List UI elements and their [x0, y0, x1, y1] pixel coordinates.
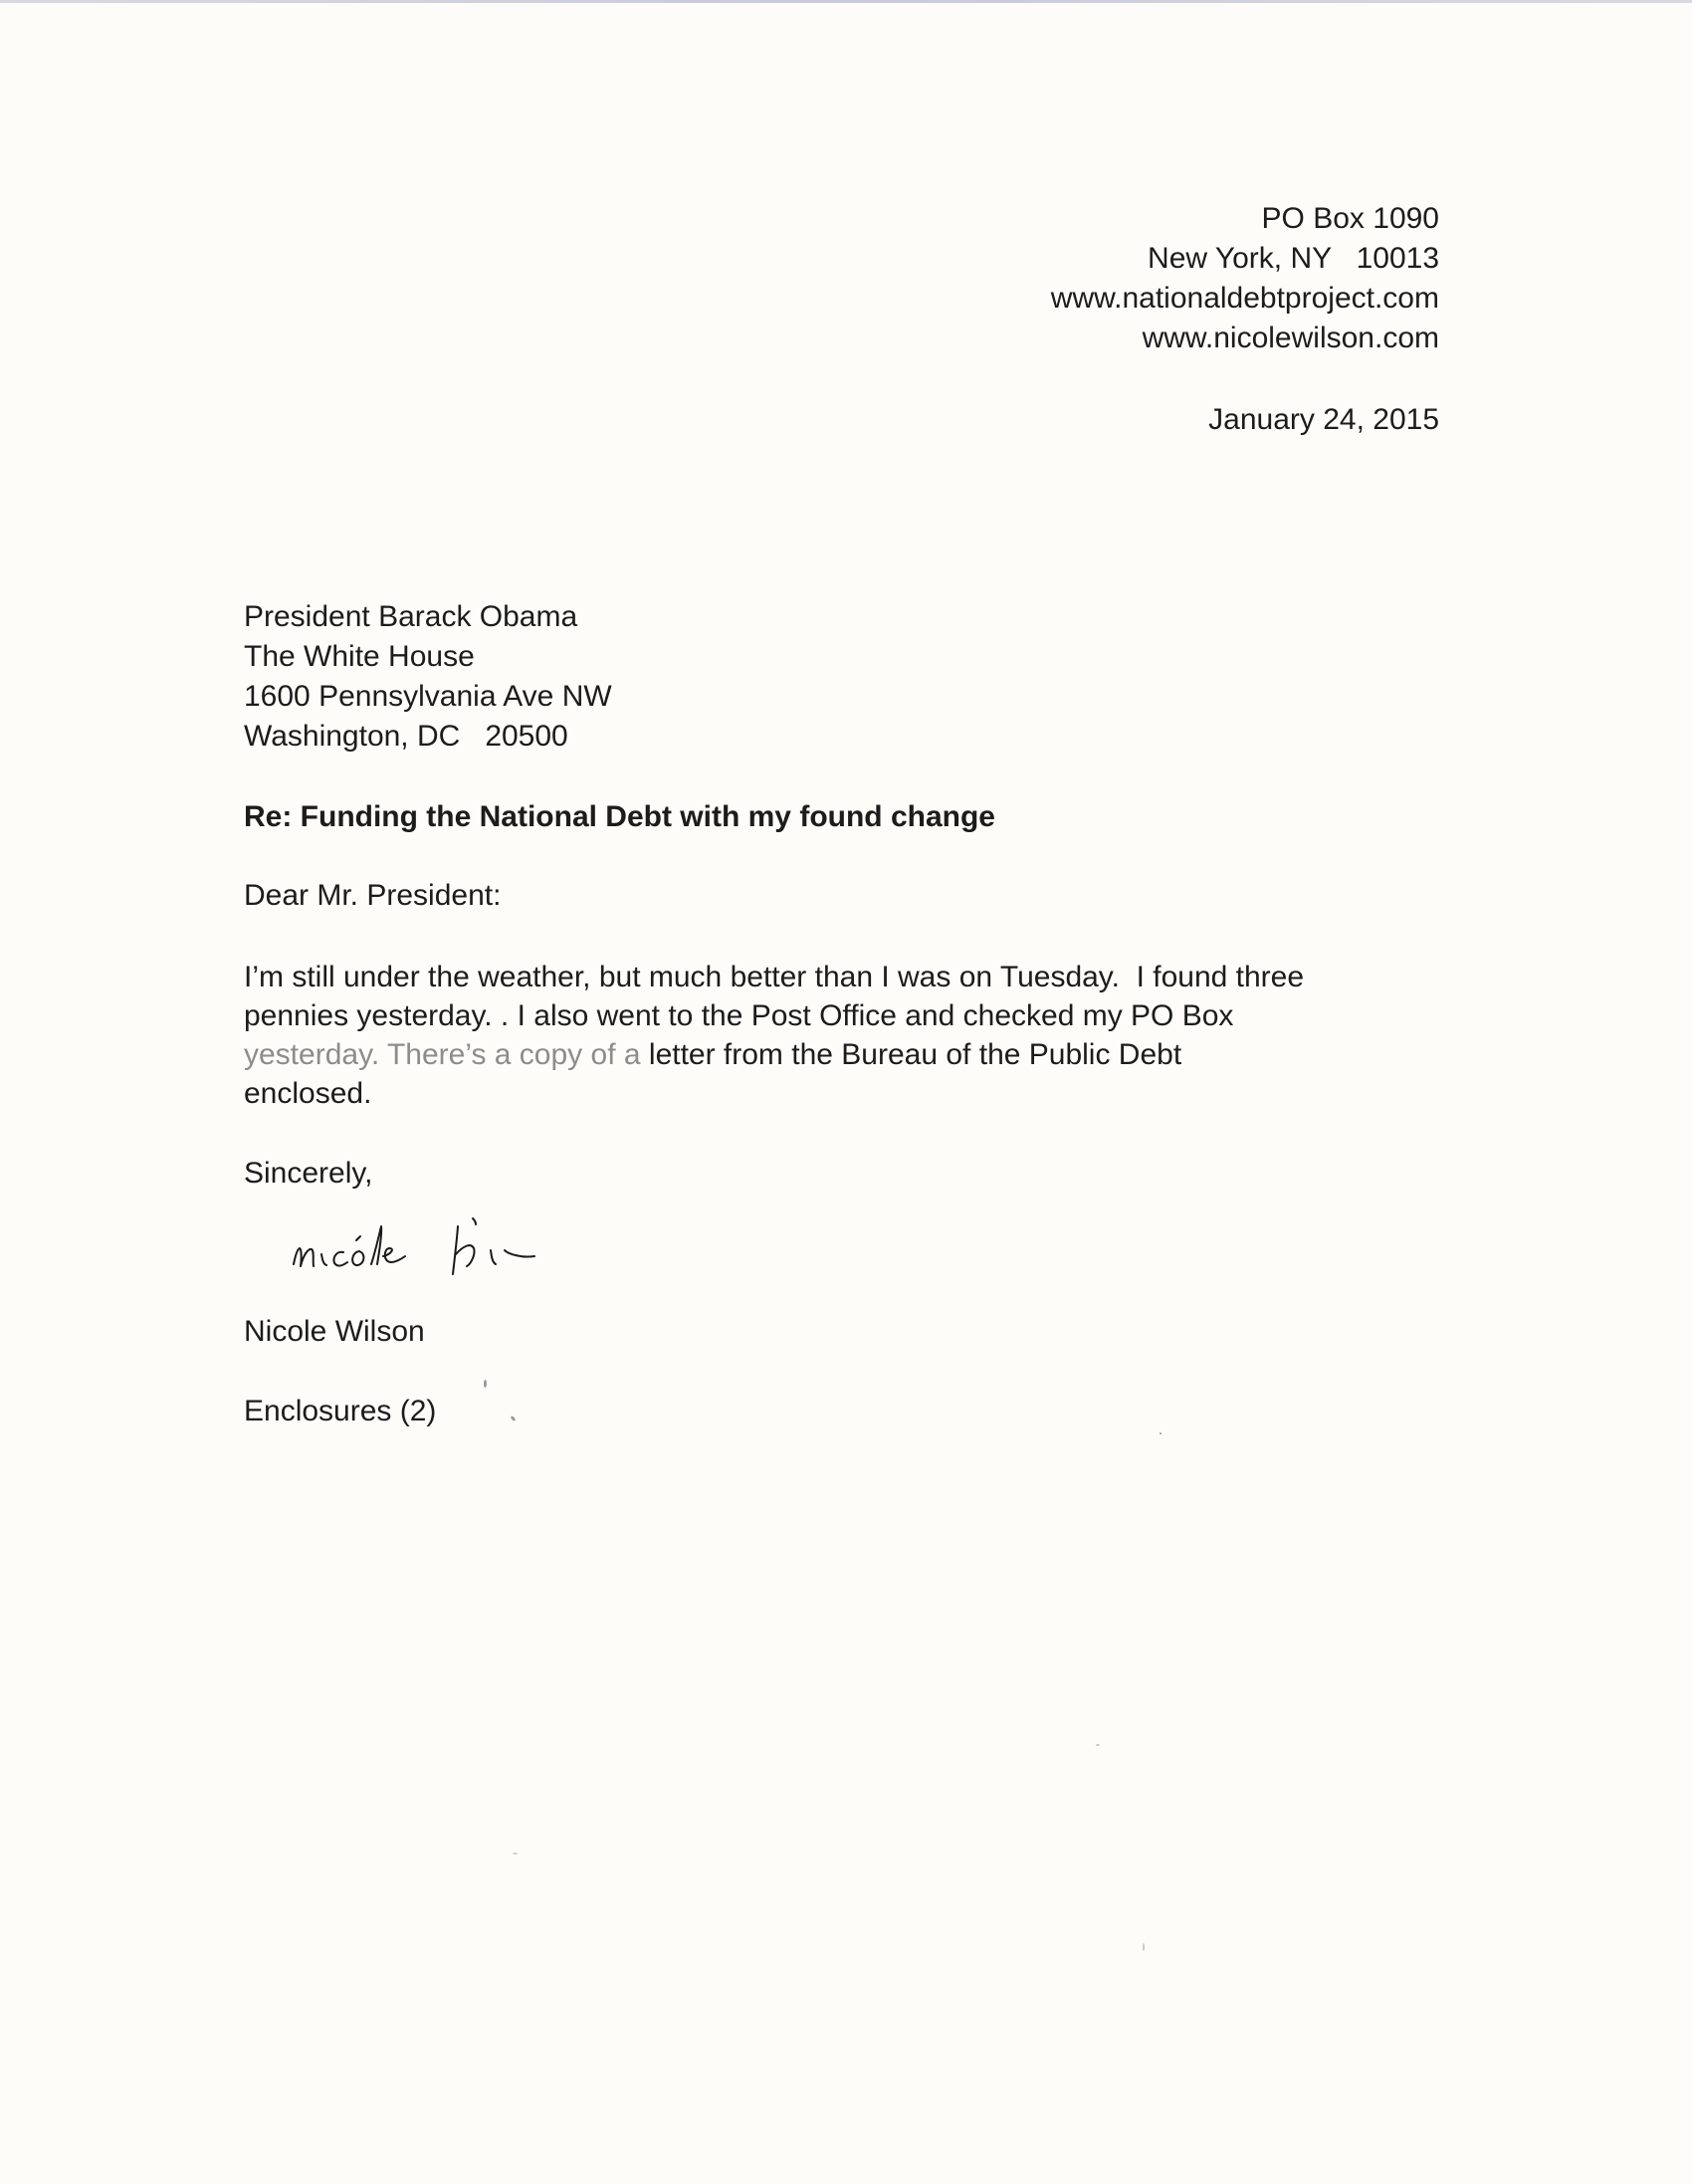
recipient-address-block: [244, 597, 612, 757]
enclosures-note: Enclosures (2): [244, 1395, 437, 1427]
scan-speck: [1143, 1943, 1145, 1951]
scan-top-edge: [0, 0, 1692, 3]
body-line-1: I’m still under the weather, but much better than I was on Tuesday. I found three: [244, 961, 1305, 993]
body-line-3: [244, 1035, 1458, 1074]
body-line-4: enclosed.: [244, 1077, 372, 1110]
scan-speck: [1160, 1432, 1162, 1434]
recipient-street: 1600 Pennsylvania Ave NW: [244, 680, 612, 713]
sender-address-block: [1051, 199, 1439, 358]
scan-speck: [510, 1416, 516, 1422]
body-line-2: pennies yesterday. . I also went to the Post Office and checked my PO Box: [244, 999, 1234, 1032]
sender-website-1: www.nationaldebtproject.com: [1050, 282, 1439, 315]
scan-speck: [1096, 1744, 1100, 1746]
letter-date: January 24, 2015: [1208, 403, 1439, 436]
recipient-city-state-zip: Washington, DC 20500: [244, 720, 568, 753]
letter-body: [244, 958, 1458, 1113]
sender-city-state-zip: New York, NY 10013: [1148, 242, 1439, 275]
closing: Sincerely,: [244, 1157, 373, 1190]
sender-website-2: www.nicolewilson.com: [1142, 322, 1439, 354]
body-line-3-rest: letter from the Bureau of the Public Debt: [640, 1038, 1182, 1071]
handwritten-signature: [284, 1204, 662, 1294]
signer-name: Nicole Wilson: [244, 1315, 425, 1348]
scan-speck: [484, 1380, 487, 1388]
sender-po-box: PO Box 1090: [1261, 202, 1439, 235]
recipient-name: President Barack Obama: [244, 600, 578, 633]
salutation: Dear Mr. President:: [244, 879, 502, 912]
subject-line: Re: Funding the National Debt with my found change: [244, 800, 995, 833]
body-line-3-faded: yesterday. There’s a copy of a: [244, 1038, 641, 1071]
recipient-organization: The White House: [244, 640, 475, 673]
scan-speck: [513, 1853, 518, 1855]
